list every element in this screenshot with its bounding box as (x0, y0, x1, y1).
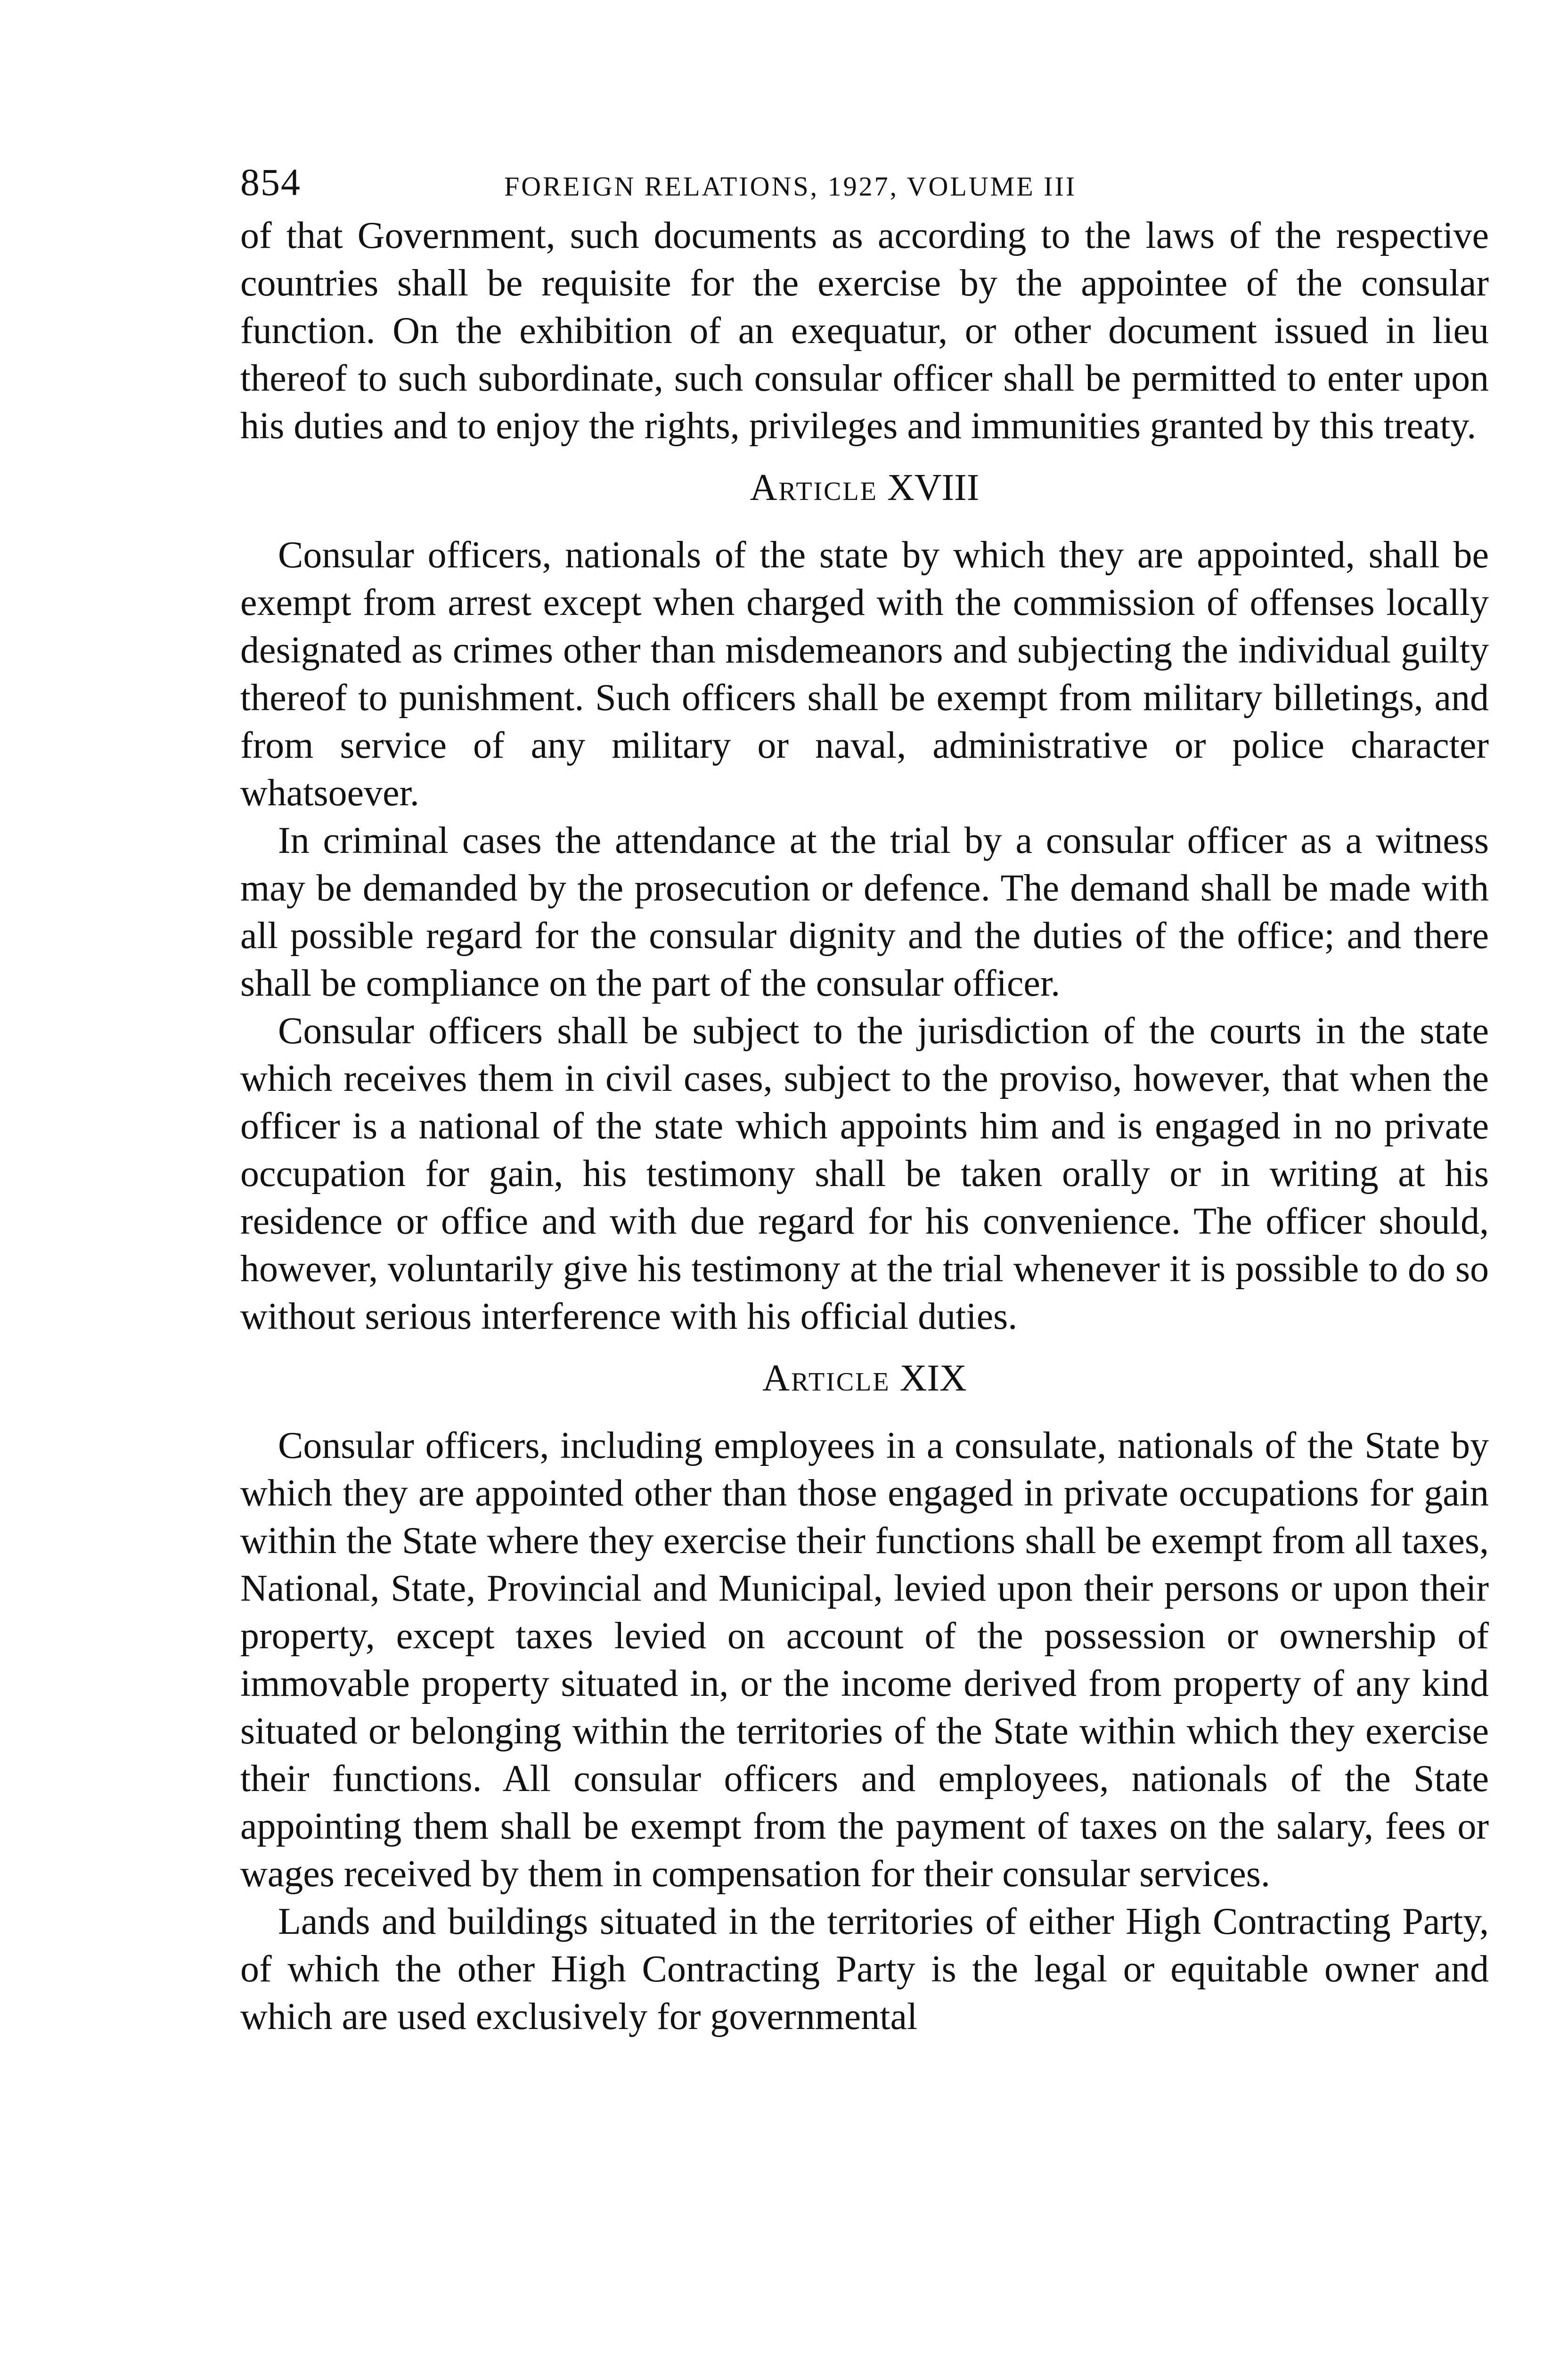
article-number: XVIII (887, 467, 980, 508)
article-number: XIX (899, 1358, 967, 1399)
article-xviii-paragraph-2: In criminal cases the attendance at the trial by a consular officer as a witness may be demanded by the prosecution or defence. The demand shall be made with all possible regard for the consular dignity and the duties of the office; and there shall be compliance on the part of the consular officer. (240, 820, 1489, 1004)
running-title: FOREIGN RELATIONS, 1927, VOLUME III (504, 171, 1077, 202)
continuation-paragraph: of that Government, such documents as according to the laws of the respective countries shall be requisite for the exercise by the appointee of the consular function. On the exhibition of an exequatur, or other document issued in lieu thereof to such subordinate, such consular officer shall be permitted to enter upon his duties and to enjoy the rights, privileges and immunities granted by this treaty. (240, 215, 1489, 447)
document-page (240, 160, 1489, 2041)
body-text (240, 212, 1489, 2041)
article-label: Article (750, 467, 878, 508)
article-xix-paragraph-1: Consular officers, including employees in a consulate, nationals of the State by which they are appointed other than those engaged in private occupations for gain within the State where they exercise their functions shall be exempt from all taxes, National, State, Provincial and Municipal, levied upon their persons or upon their property, except taxes levied on account of the possession or ownership of immovable property situated in, or the income derived from property of any kind situated or belonging within the territories of the State within which they exercise their functions. All consular officers and employees, nationals of the State appointing them shall be exempt from the payment of taxes on the salary, fees or wages received by them in compensation for their consular services. (240, 1425, 1489, 1895)
page-number: 854 (240, 161, 301, 204)
article-label: Article (762, 1358, 890, 1399)
article-xviii-paragraph-1: Consular officers, nationals of the state by which they are appointed, shall be exempt from arrest except when charged with the commission of offenses locally designated as crimes other than misdemeanors and subjecting the individual guilty thereof to punishment. Such officers shall be exempt from military billetings, and from service of any military or naval, administrative or police character whatsoever. (240, 534, 1489, 814)
article-xviii-paragraph-3: Consular officers shall be subject to the jurisdiction of the courts in the state which receives them in civil cases, subject to the proviso, however, that when the officer is a national of the state which appoints him and is engaged in no private occupation for gain, his testimony shall be taken orally or in writing at his residence or office and with due regard for his convenience. The officer should, however, voluntarily give his testimony at the trial whenever it is possible to do so without serious interference with his official duties. (240, 1010, 1489, 1337)
article-xix-paragraph-2: Lands and buildings situated in the territories of either High Contracting Party, of which the other High Contracting Party is the legal or equitable owner and which are used exclusively for governmental (240, 1901, 1489, 2037)
article-heading-xix (240, 1355, 1489, 1402)
running-header (240, 160, 1489, 212)
article-heading-xviii (240, 464, 1489, 512)
